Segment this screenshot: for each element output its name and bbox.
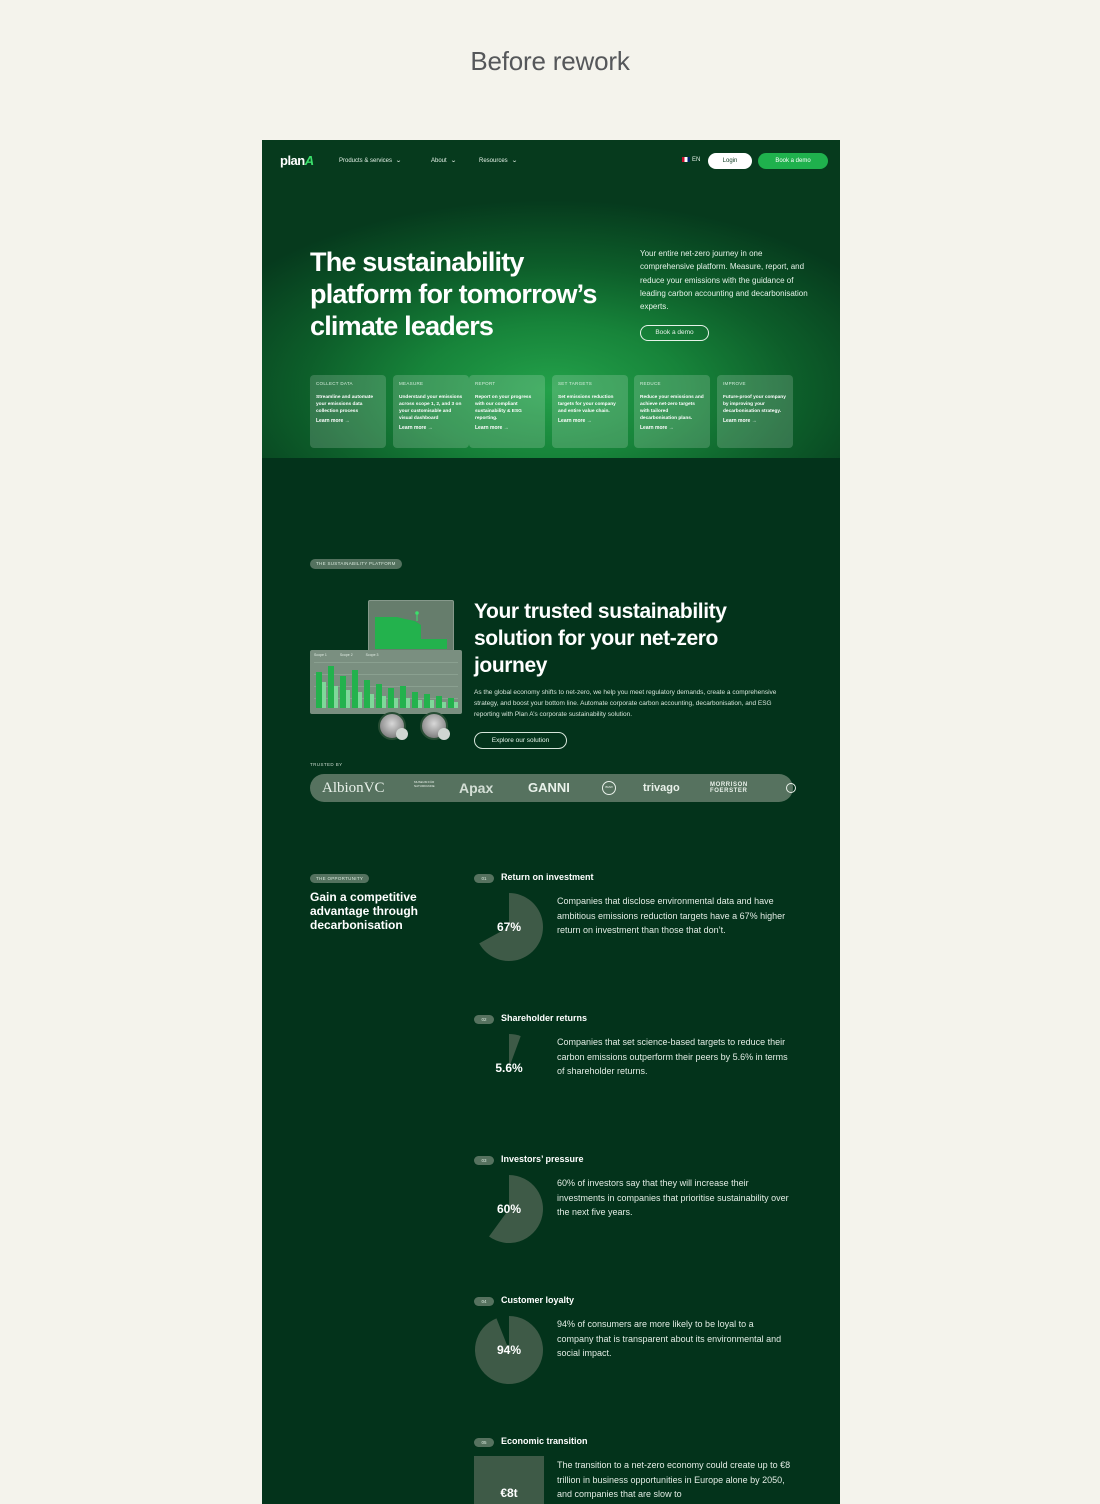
stat-value: 94% [496, 1343, 522, 1357]
stat-description: 60% of investors say that they will increase their investments in companies that prioritise sustainability over the next five years. [557, 1178, 789, 1218]
client-logo-ganni: GANNI [528, 780, 570, 795]
learn-more-link[interactable]: Learn more → [475, 425, 509, 431]
stat-description: Companies that set science-based targets to reduce their carbon emissions outperform their peers by 5.6% in terms of shareholder returns. [557, 1037, 788, 1077]
stat-value: 5.6% [495, 1061, 523, 1075]
mock-tab: Scope 3 [365, 653, 379, 657]
hero-book-demo-button[interactable]: Book a demo [640, 325, 709, 341]
stat-title: Investors’ pressure [501, 1154, 584, 1164]
plan-a-logo[interactable]: planA [280, 153, 314, 168]
stat-number: 05 [474, 1438, 494, 1447]
area-chart-graphic [375, 611, 447, 649]
stat-description: Companies that disclose environmental data and have ambitious emissions reduction targets have a 67% higher return on investment than those that don’t. [557, 896, 786, 936]
opportunity-title: Gain a competitive advantage through decarbonisation [310, 890, 419, 932]
platform-tag: THE SUSTAINABILITY PLATFORM [310, 559, 402, 569]
badge-icon [438, 728, 450, 740]
top-nav [262, 152, 840, 172]
hero-section [262, 140, 840, 458]
client-logo-museum: MUSEUM FÜR NATURKUNDE [414, 780, 435, 788]
arrow-right-icon: → [344, 418, 350, 424]
stat-title: Customer loyalty [501, 1295, 575, 1305]
login-button[interactable]: Login [708, 153, 752, 169]
client-logo-trivago: trivago [643, 782, 680, 794]
stat-number: 03 [474, 1156, 494, 1165]
stat-title: Shareholder returns [501, 1013, 588, 1023]
explore-solution-button[interactable]: Explore our solution [474, 732, 567, 749]
feature-card-collect-data[interactable]: COLLECT DATA Streamline and automate your emissions data collection process Learn more → [310, 375, 386, 448]
bar-chart-graphic [314, 662, 458, 710]
feature-card-report[interactable]: REPORT Report on your progress with our compliant sustainability & ESG reporting. Learn more → [469, 375, 545, 448]
learn-more-link[interactable]: Learn more → [316, 418, 350, 424]
stat-description: 94% of consumers are more likely to be loyal to a company that is transparent about its environmental and social impact. [557, 1319, 782, 1359]
client-logo-albionvc: AlbionVC [322, 780, 385, 796]
arrow-right-icon: → [427, 425, 433, 431]
platform-title: Your trusted sustainability solution for your net-zero journey [474, 600, 727, 677]
partial-logo-icon [786, 783, 796, 793]
nav-resources[interactable]: Resources ⌄ [479, 158, 518, 164]
expert-avatar [378, 712, 406, 740]
arrow-right-icon: → [751, 418, 757, 424]
chevron-down-icon: ⌄ [395, 158, 402, 164]
client-logo-bar [310, 774, 793, 802]
platform-description: As the global economy shifts to net-zero, we help you meet regulatory demands, create a comprehensive strategy, and boost your bottom line. Automate corporate carbon accounting, decarbonisation, and ESG reporting with Plan A’s corporate sustainability solution. [474, 689, 777, 718]
stat-number: 04 [474, 1297, 494, 1306]
learn-more-link[interactable]: Learn more → [399, 425, 433, 431]
feature-card-reduce[interactable]: REDUCE Reduce your emissions and achieve net-zero targets with tailored decarbonisation plans. Learn more → [634, 375, 710, 448]
feature-card-improve[interactable]: IMPROVE Future-proof your company by improving your decarbonisation strategy. Learn more → [717, 375, 793, 448]
client-logo-morrison-foerster: MORRISON FOERSTER [710, 782, 748, 794]
nav-products[interactable]: Products & services ⌄ [339, 158, 402, 164]
stat-value: 60% [496, 1202, 522, 1216]
arrow-right-icon: → [503, 425, 509, 431]
stat-title: Economic transition [501, 1436, 588, 1446]
language-selector[interactable]: EN [682, 157, 700, 163]
website-screenshot [262, 140, 840, 1504]
client-logo-bmw: BMW [602, 781, 616, 795]
stat-value: 67% [496, 920, 522, 934]
learn-more-link[interactable]: Learn more → [640, 425, 674, 431]
badge-icon [396, 728, 408, 740]
opportunity-tag: THE OPPORTUNITY [310, 874, 369, 883]
client-logo-apax: Apax [459, 780, 494, 796]
stat-value: €8t [500, 1486, 518, 1500]
arrow-right-icon: → [586, 418, 592, 424]
mock-tab: Scope 2 [339, 653, 353, 657]
expert-avatar [420, 712, 448, 740]
stat-number: 01 [474, 874, 494, 883]
learn-more-link[interactable]: Learn more → [558, 418, 592, 424]
arrow-right-icon: → [668, 425, 674, 431]
mock-tab: Scope 1 [314, 653, 327, 657]
stat-number: 02 [474, 1015, 494, 1024]
chevron-down-icon: ⌄ [510, 158, 518, 164]
chevron-down-icon: ⌄ [449, 158, 457, 164]
book-demo-nav-button[interactable]: Book a demo [758, 153, 828, 169]
nav-about[interactable]: About ⌄ [431, 158, 457, 164]
page-caption: Before rework [470, 46, 630, 76]
dashboard-main-panel [310, 650, 462, 714]
feature-card-set-targets[interactable]: SET TARGETS Set emissions reduction targets for your company and entire value chain. Learn more → [552, 375, 628, 448]
uk-flag-icon [682, 157, 690, 162]
trusted-by-label: TRUSTED BY [310, 762, 343, 767]
feature-card-measure[interactable]: MEASURE Understand your emissions across scope 1, 2, and 3 on your customisable and visual dashboard Learn more → [393, 375, 469, 448]
learn-more-link[interactable]: Learn more → [723, 418, 757, 424]
hero-description: Your entire net-zero journey in one comprehensive platform. Measure, report, and reduce your emissions with the guidance of leading carbon accounting and decarbonisation experts. [640, 249, 808, 312]
stat-title: Return on investment [501, 872, 594, 882]
stat-description: The transition to a net-zero economy could create up to €8 trillion in business opportunities in Europe alone by 2050, and companies that are slow to [557, 1460, 791, 1500]
hero-title: The sustainability platform for tomorrow’s climate leaders [310, 247, 597, 341]
